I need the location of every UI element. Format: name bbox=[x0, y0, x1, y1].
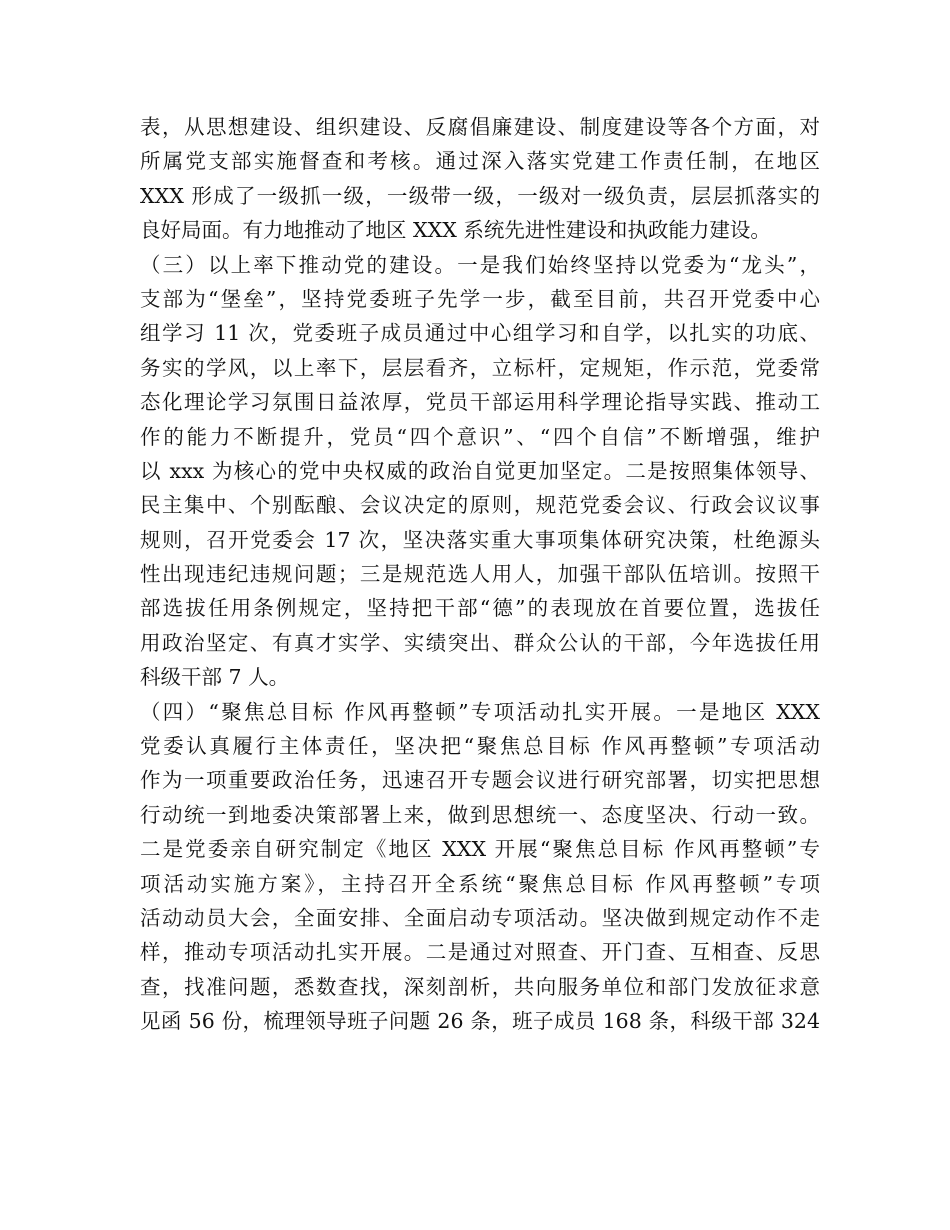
text-line: 所属党支部实施督查和考核。通过深入落实党建工作责任制，在地区 bbox=[140, 149, 820, 174]
text-line: 作的能力不断提升，党员“四个意识”、“四个自信”不断增强，维护 bbox=[140, 424, 820, 449]
text-line: 表，从思想建设、组织建设、反腐倡廉建设、制度建设等各个方面，对 bbox=[140, 115, 820, 139]
text-line: 二是党委亲自研究制定《地区 XXX 开展“聚焦总目标 作风再整顿”专 bbox=[140, 837, 820, 862]
text-line: 用政治坚定、有真才实学、实绩突出、群众公认的干部，今年选拔任用 bbox=[140, 630, 820, 655]
text-line: 科级干部 7 人。 bbox=[140, 665, 290, 690]
text-line: 行动统一到地委决策部署上来，做到思想统一、态度坚决、行动一致。 bbox=[140, 802, 820, 827]
text-line: （三）以上率下推动党的建设。一是我们始终坚持以党委为“龙头”， bbox=[140, 252, 820, 277]
text-line: 活动动员大会，全面安排、全面启动专项活动。坚决做到规定动作不走 bbox=[140, 905, 820, 930]
text-line: 态化理论学习氛围日益浓厚，党员干部运用科学理论指导实践、推动工 bbox=[140, 390, 820, 415]
text-line: 规则，召开党委会 17 次，坚决落实重大事项集体研究决策，杜绝源头 bbox=[140, 527, 820, 552]
text-line: 支部为“堡垒”，坚持党委班子先学一步，截至目前，共召开党委中心 bbox=[140, 286, 820, 311]
text-line: 样，推动专项活动扎实开展。二是通过对照查、开门查、互相查、反思 bbox=[140, 940, 820, 965]
text-line: 见函 56 份，梳理领导班子问题 26 条，班子成员 168 条，科级干部 324 bbox=[140, 1009, 820, 1034]
text-line: 性出现违纪违规问题；三是规范选人用人，加强干部队伍培训。按照干 bbox=[140, 562, 820, 587]
text-line: 组学习 11 次，党委班子成员通过中心组学习和自学，以扎实的功底、 bbox=[140, 321, 820, 346]
body-text bbox=[140, 110, 820, 1039]
text-line: 民主集中、个别酝酿、会议决定的原则，规范党委会议、行政会议议事 bbox=[140, 493, 820, 518]
text-line: 部选拔任用条例规定，坚持把干部“德”的表现放在首要位置，选拔任 bbox=[140, 596, 820, 621]
text-line: 以 xxx 为核心的党中央权威的政治自觉更加坚定。二是按照集体领导、 bbox=[140, 458, 820, 483]
text-line: XXX 形成了一级抓一级，一级带一级，一级对一级负责，层层抓落实的 bbox=[140, 183, 820, 208]
text-line: 良好局面。有力地推动了地区 XXX 系统先进性建设和执政能力建设。 bbox=[140, 218, 771, 243]
text-line: 项活动实施方案》，主持召开全系统“聚焦总目标 作风再整顿”专项 bbox=[140, 871, 820, 896]
text-line: （四）“聚焦总目标 作风再整顿”专项活动扎实开展。一是地区 XXX bbox=[140, 699, 820, 724]
text-line: 作为一项重要政治任务，迅速召开专题会议进行研究部署，切实把思想 bbox=[140, 768, 820, 793]
text-line: 党委认真履行主体责任，坚决把“聚焦总目标 作风再整顿”专项活动 bbox=[140, 734, 820, 759]
text-line: 查，找准问题，悉数查找，深刻剖析，共向服务单位和部门发放征求意 bbox=[140, 974, 820, 999]
text-line: 务实的学风，以上率下，层层看齐，立标杆，定规矩，作示范，党委常 bbox=[140, 355, 820, 380]
